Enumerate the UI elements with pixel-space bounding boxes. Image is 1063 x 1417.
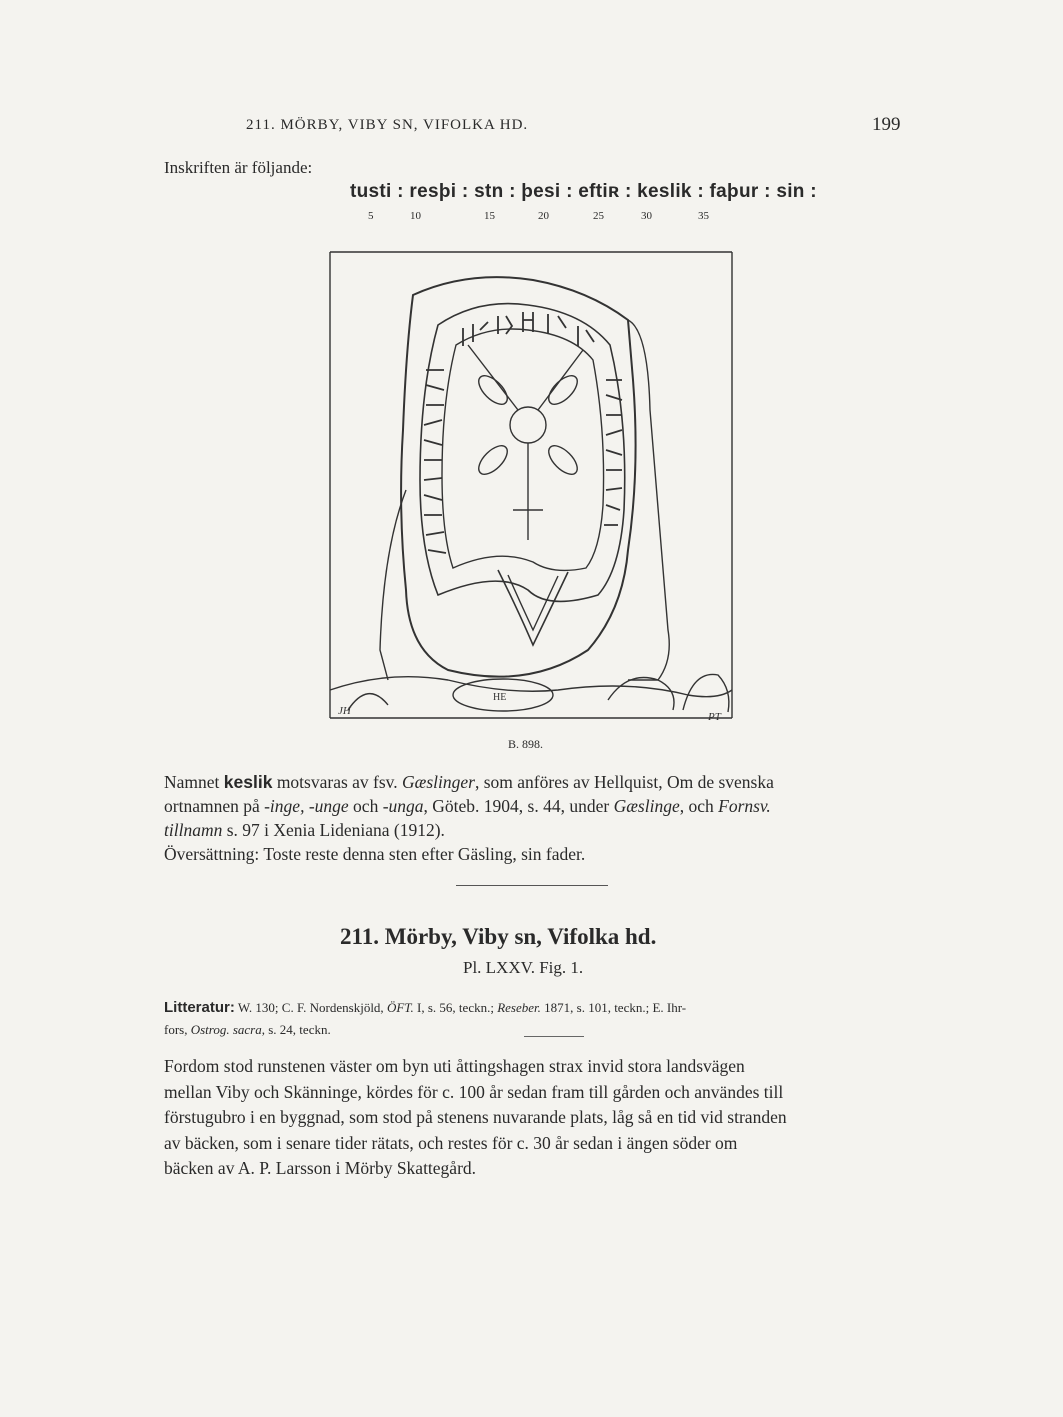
history-line: mellan Viby och Skänninge, kördes för c. 100 år sedan fram till gården och användes till: [164, 1081, 784, 1102]
rune-band-inner: [442, 329, 604, 570]
literature-references: Litteratur: W. 130; C. F. Nordenskjöld, ÖFT. I, s. 56, teckn.; Reseber. 1871, s. 101, teckn.; E. Ihr- fors, Ostrog. sacra, s. 24, teckn.: [164, 999, 687, 1037]
page-number: 199: [872, 114, 901, 135]
intro-line: Inskriften är följande:: [164, 158, 313, 177]
commentary-line: ortnamnen på -inge, -unge och -unga, Göteb. 1904, s. 44, under Gæslinge, och Fornsv.: [164, 796, 771, 816]
commentary-line: tillnamn s. 97 i Xenia Lideniana (1912).: [164, 820, 445, 840]
position-number: 15: [484, 210, 495, 222]
plate-reference: Pl. LXXV. Fig. 1.: [463, 958, 584, 977]
rune-position-numbers: [350, 210, 750, 226]
cross-center: [510, 407, 546, 443]
translation-line: Översättning: Toste reste denna sten efter Gäsling, sin fader.: [164, 844, 586, 864]
history-paragraph: [164, 1054, 928, 1182]
commentary-paragraph: [164, 770, 928, 866]
figure-label-center: HE: [493, 692, 507, 703]
runestone-illustration: [328, 250, 738, 735]
section-divider: [456, 885, 608, 886]
position-number: 20: [538, 210, 549, 222]
running-header: 211. MÖRBY, VIBY SN, VIFOLKA HD.: [246, 117, 529, 133]
section-title: 211. Mörby, Viby sn, Vifolka hd.: [340, 924, 657, 949]
figure-label-left: JH: [338, 705, 351, 717]
history-line: bäcken av A. P. Larsson i Mörby Skattegård.: [164, 1158, 477, 1178]
literature-divider: [524, 1036, 584, 1037]
position-number: 10: [410, 210, 421, 222]
position-number: 25: [593, 210, 604, 222]
runic-transcription: tusti : resþi : stn : þesi : eftiʀ : keslik : faþur : sin :: [350, 181, 817, 202]
position-number: 30: [641, 210, 652, 222]
history-line: av bäcken, som i senare tider rätats, och restes för c. 30 år sedan i ängen söder om: [164, 1132, 738, 1153]
stone-outline: [401, 277, 636, 677]
figure-caption: B. 898.: [508, 737, 544, 751]
serpent-head: [498, 570, 568, 645]
history-line: förstugubro i en byggnad, som stod på stenens nuvarande plats, låg så en tid vid stranden: [164, 1107, 787, 1127]
position-number: 35: [698, 210, 709, 222]
figure-label-right: PT: [708, 711, 721, 723]
position-number: 5: [368, 210, 374, 222]
history-line: Fordom stod runstenen väster om byn uti åttingshagen strax invid stora landsvägen: [164, 1056, 745, 1076]
commentary-line: Namnet keslik motsvaras av fsv. Gæslinger, som anföres av Hellquist, Om de svenska: [164, 772, 774, 792]
rune-band-outer: [420, 304, 625, 602]
